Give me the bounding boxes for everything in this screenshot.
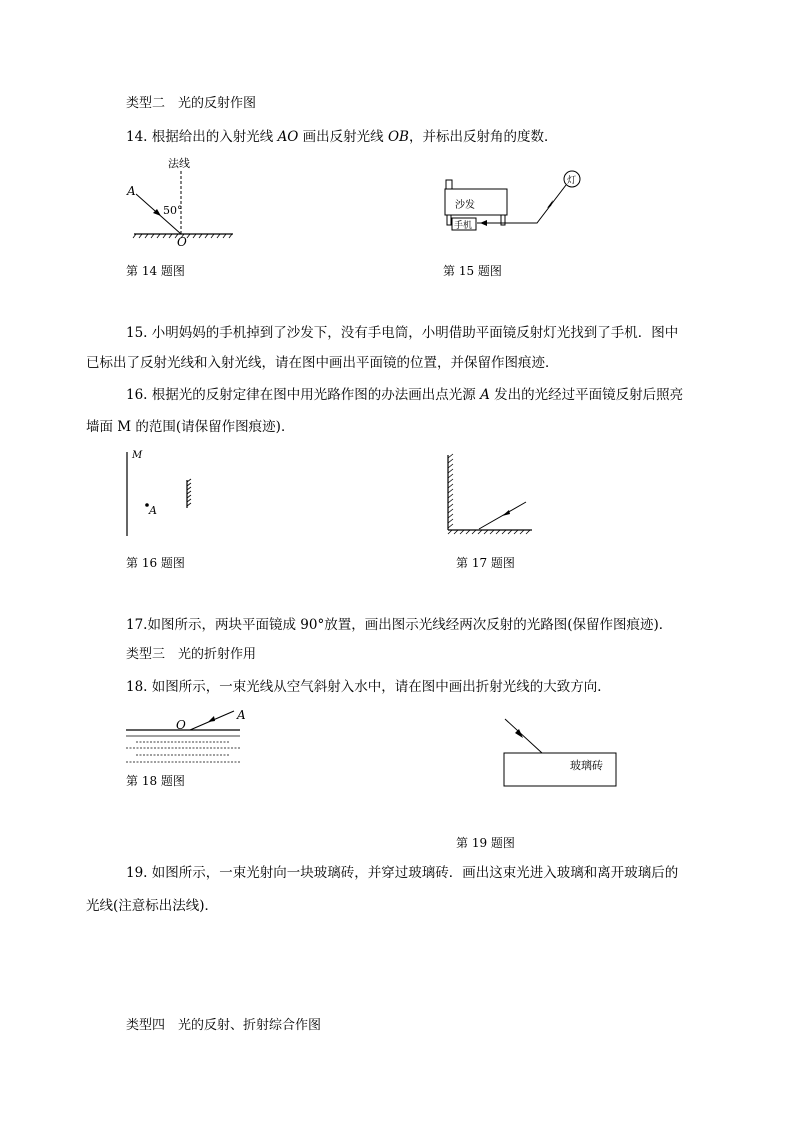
fig17-vertical-hatch [448, 454, 453, 528]
q16-a: A [480, 387, 490, 403]
figure-15 [440, 165, 590, 240]
question-18: 18. 如图所示，一束光线从空气斜射入水中，请在图中画出折射光线的大致方向． [126, 679, 611, 695]
fig15-phone-label: 手机 [454, 221, 473, 231]
section-heading-type2: 类型二 光的反射作图 [126, 96, 257, 111]
fig15-sofa-leg-left [447, 215, 451, 225]
figure-19 [500, 715, 625, 790]
fig15-arrow-reflected [480, 220, 487, 226]
figure-17 [440, 450, 540, 535]
q16-text-pre: 16. 根据光的反射定律在图中用光路作图的办法画出点光源 [126, 387, 481, 403]
question-16-line-2: 墙面 M 的范围(请保留作图痕迹)． [86, 419, 295, 435]
question-15-line-2: 已标出了反射光线和入射光线，请在图中画出平面镜的位置，并保留作图痕迹． [86, 355, 559, 371]
q14-text-pre: 14. 根据给出的入射光线 [126, 129, 278, 145]
question-19-line-2: 光线(注意标出法线)． [86, 898, 219, 914]
fig14-angle: 50° [163, 204, 183, 217]
fig18-arrow [208, 716, 215, 722]
fig19-arrow [515, 729, 523, 738]
question-16-line-1 [126, 386, 683, 404]
fig16-label-a: A [149, 504, 157, 517]
fig15-lamp-label: 灯 [567, 176, 577, 186]
fig16-mirror-hatch [187, 479, 191, 506]
fig19-incident-ray [505, 719, 542, 753]
caption-19: 第 19 题图 [456, 836, 515, 850]
fig16-label-m: M [132, 450, 143, 461]
fig14-label-a: A [127, 184, 136, 198]
fig18-label-a: A [237, 708, 246, 722]
fig14-label-o: O [177, 235, 187, 249]
fig15-sofa-label: 沙发 [455, 200, 475, 211]
fig18-label-o: O [176, 718, 186, 732]
fig17-arrow [502, 510, 510, 516]
question-14 [126, 128, 557, 146]
q16-text-post: 发出的光经过平面镜反射后照亮 [489, 387, 684, 403]
question-17: 17.如图所示，两块平面镜成 90°放置，画出图示光线经两次反射的光路图(保留作图痕迹)． [126, 617, 673, 633]
q14-text-mid: 画出反射光线 [298, 129, 388, 145]
fig17-light-ray [479, 502, 526, 529]
caption-15: 第 15 题图 [443, 264, 502, 278]
q14-text-post: ，并标出反射角的度数． [408, 129, 558, 145]
caption-18: 第 18 题图 [126, 774, 185, 788]
figure-16 [118, 448, 208, 543]
q14-ob: OB [387, 129, 409, 145]
q14-ao: AO [277, 129, 299, 145]
caption-16: 第 16 题图 [126, 556, 185, 570]
figure-18 [120, 705, 250, 767]
figure-14 [120, 150, 245, 250]
question-19-line-1: 19. 如图所示，一束光射向一块玻璃砖，并穿过玻璃砖．画出这束光进入玻璃和离开玻璃后的 [126, 865, 679, 881]
fig15-light-path [477, 185, 566, 223]
caption-14: 第 14 题图 [126, 264, 185, 278]
caption-17: 第 17 题图 [456, 556, 515, 570]
section-heading-type4: 类型四 光的反射、折射综合作图 [126, 1018, 322, 1033]
fig15-sofa-arm [446, 180, 452, 189]
fig14-normal-label: 法线 [168, 157, 190, 170]
section-heading-type3: 类型三 光的折射作用 [126, 647, 257, 662]
question-15-line-1: 15. 小明妈妈的手机掉到了沙发下，没有手电筒，小明借助平面镜反射灯光找到了手机．图中 [126, 325, 679, 341]
fig19-glass-label: 玻璃砖 [570, 759, 603, 772]
